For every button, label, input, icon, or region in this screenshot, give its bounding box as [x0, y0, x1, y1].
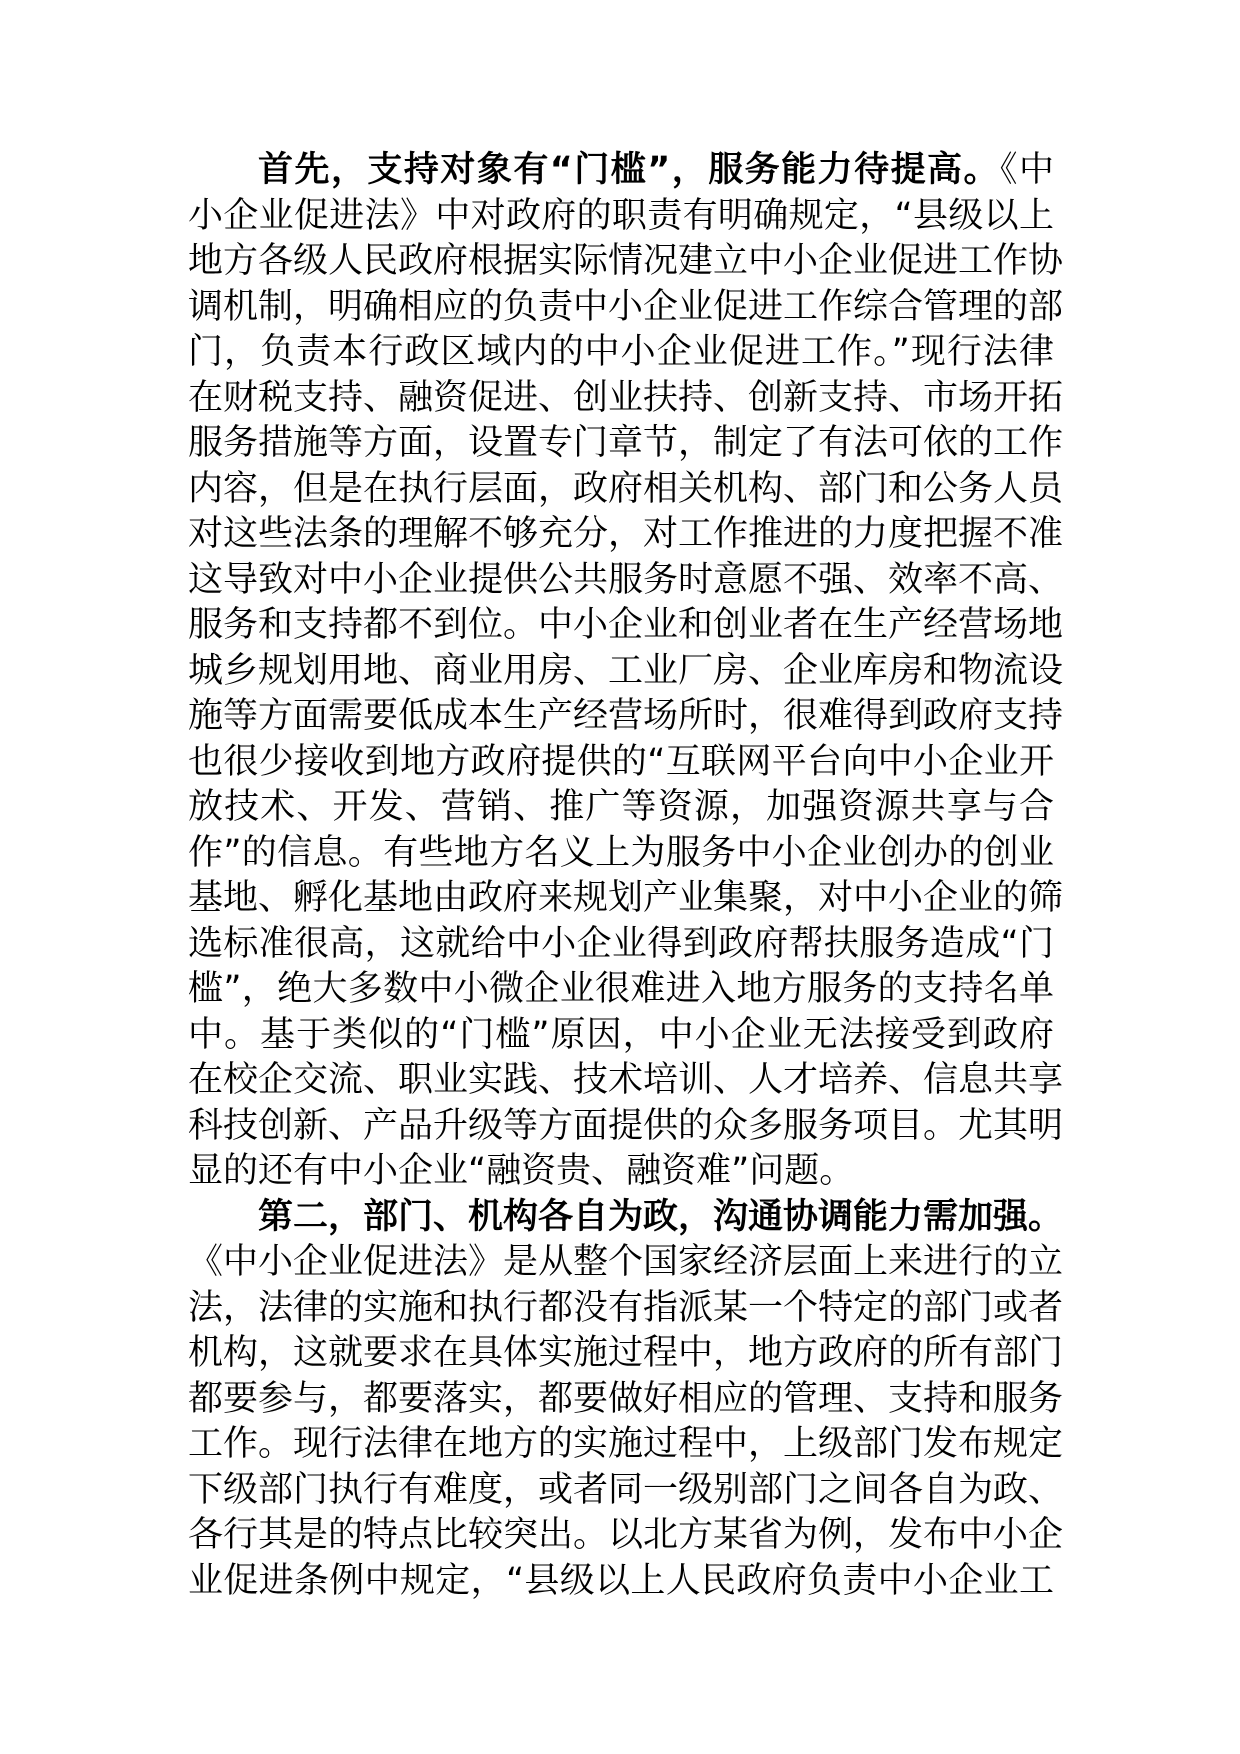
paragraph-1-line-11: 服务和支持都不到位。中小企业和创业者在生产经营场地: [188, 605, 1064, 645]
paragraph-2-line-3: 法，法律的实施和执行都没有指派某一个特定的部门或者: [188, 1287, 1064, 1328]
paragraph-1-line-21: 在校企交流、职业实践、技术培训、人才培养、信息共享: [188, 1060, 1064, 1100]
paragraph-1-line-23: 显的还有中小企业“融资贵、融资难”问题。: [188, 1151, 855, 1191]
paragraph-1-line-12: 城乡规划用地、商业用房、工业厂房、企业库房和物流设: [188, 650, 1064, 691]
document-body: [188, 148, 1064, 1604]
paragraph-1-line-1-tail: 《中: [1000, 150, 1054, 190]
paragraph-2-line-9: 业促进条例中规定，“县级以上人民政府负责中小企业工: [188, 1560, 1054, 1601]
paragraph-2-line-4: 机构，这就要求在具体实施过程中，地方政府的所有部门: [188, 1333, 1064, 1373]
paragraph-1-line-2: 小企业促进法》中对政府的职责有明确规定，“县级以上: [188, 195, 1054, 236]
paragraph-1-line-7: 服务措施等方面，设置专门章节，制定了有法可依的工作: [188, 423, 1064, 463]
paragraph-1-line-8: 内容，但是在执行层面，政府相关机构、部门和公务人员: [188, 468, 1064, 509]
paragraph-1: [188, 148, 1064, 1195]
paragraph-1-line-4: 调机制，明确相应的负责中小企业促进工作综合管理的部: [188, 286, 1064, 327]
paragraph-1-line-6: 在财税支持、融资促进、创业扶持、创新支持、市场开拓: [188, 377, 1064, 418]
paragraph-1-line-15: 放技术、开发、营销、推广等资源，加强资源共享与合: [188, 787, 1054, 827]
paragraph-2-heading: 第二，部门、机构各自为政，沟通协调能力需加强。: [258, 1196, 1064, 1237]
paragraph-1-line-1: [188, 148, 1054, 194]
paragraph-2-line-8: 各行其是的特点比较突出。以北方某省为例，发布中小企: [188, 1515, 1064, 1555]
paragraph-2-line-5: 都要参与，都要落实，都要做好相应的管理、支持和服务: [188, 1378, 1064, 1419]
paragraph-1-line-10: 这导致对中小企业提供公共服务时意愿不强、效率不高、: [188, 559, 1064, 600]
paragraph-2-line-6: 工作。现行法律在地方的实施过程中，上级部门发布规定: [188, 1424, 1064, 1464]
paragraph-1-line-20: 中。基于类似的“门槛”原因，中小企业无法接受到政府: [188, 1014, 1054, 1055]
paragraph-2: [188, 1195, 1064, 1605]
paragraph-1-line-5: 门，负责本行政区域内的中小企业促进工作。”现行法律: [188, 332, 1054, 372]
paragraph-1-line-17: 基地、孵化基地由政府来规划产业集聚，对中小企业的筛: [188, 878, 1064, 918]
paragraph-2-line-7: 下级部门执行有难度，或者同一级别部门之间各自为政、: [188, 1469, 1064, 1510]
paragraph-1-line-16: 作”的信息。有些地方名义上为服务中小企业创办的创业: [188, 832, 1054, 873]
paragraph-2-line-2: 《中小企业促进法》是从整个国家经济层面上来进行的立: [188, 1242, 1064, 1282]
paragraph-1-line-3: 地方各级人民政府根据实际情况建立中小企业促进工作协: [188, 241, 1064, 281]
paragraph-1-line-9: 对这些法条的理解不够充分，对工作推进的力度把握不准: [188, 514, 1064, 554]
paragraph-1-line-19: 槛”，绝大多数中小微企业很难进入地方服务的支持名单: [188, 969, 1054, 1009]
paragraph-1-line-18: 选标准很高，这就给中小企业得到政府帮扶服务造成“门: [188, 923, 1054, 964]
paragraph-1-heading: 首先，支持对象有“门槛”，服务能力待提高。: [258, 150, 1001, 190]
paragraph-1-line-14: 也很少接收到地方政府提供的“互联网平台向中小企业开: [188, 741, 1054, 782]
paragraph-1-line-22: 科技创新、产品升级等方面提供的众多服务项目。尤其明: [188, 1105, 1064, 1146]
paragraph-1-line-13: 施等方面需要低成本生产经营场所时，很难得到政府支持: [188, 696, 1064, 736]
